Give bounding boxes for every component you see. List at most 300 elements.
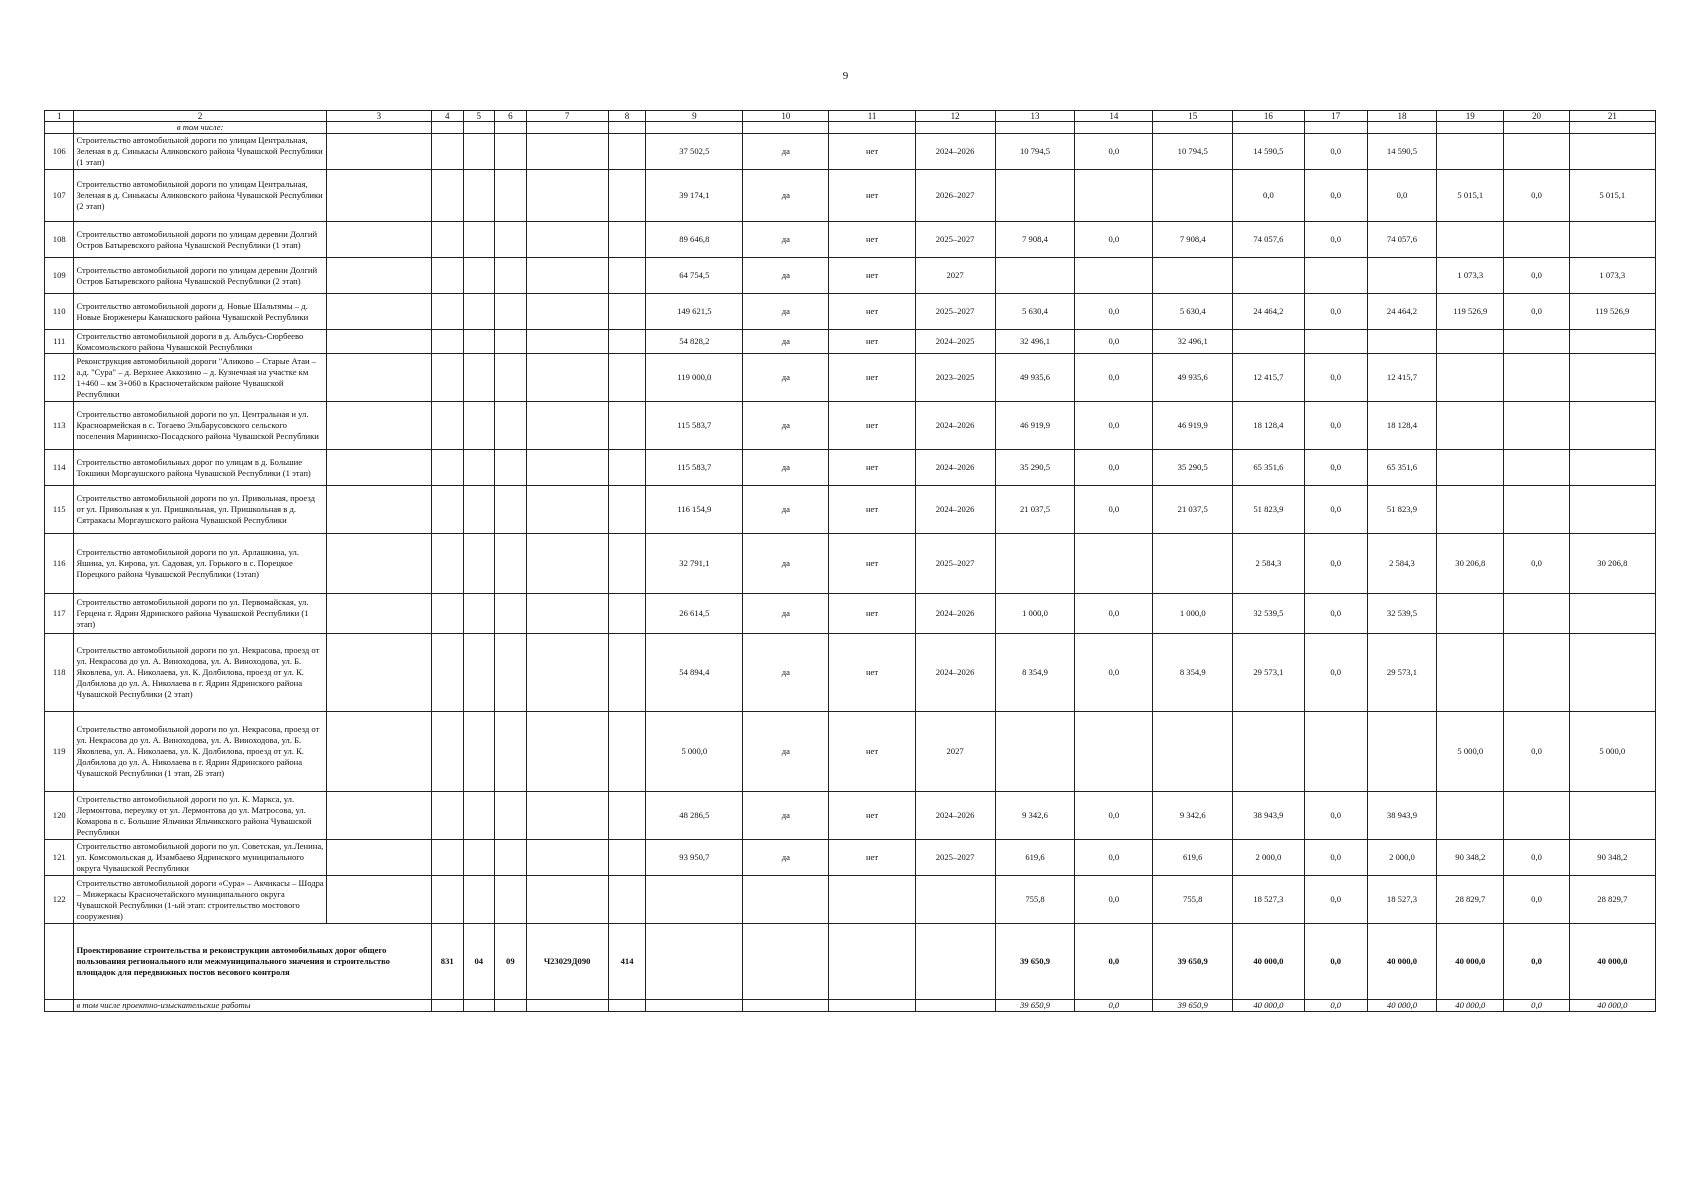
table-cell [431, 450, 463, 486]
table-cell [829, 924, 915, 1000]
table-cell: 18 128,4 [1367, 402, 1436, 450]
table-cell [1437, 594, 1504, 634]
table-cell: 49 935,6 [995, 354, 1075, 402]
table-cell: 0,0 [1504, 534, 1569, 594]
table-cell: 2024–2026 [915, 792, 995, 840]
table-cell: 24 464,2 [1367, 294, 1436, 330]
table-row [45, 534, 1656, 594]
table-cell: Реконструкция автомобильной дороги "Аликово – Старые Атаи – а.д. "Сура" – д. Верхнее Аккозино – д. Кузнечная на участке км 1+460 – км 3+060 в Красночетайском районе Чувашской Республики [74, 354, 326, 402]
table-cell [1075, 122, 1153, 134]
table-cell [1569, 486, 1655, 534]
table-cell [495, 534, 527, 594]
table-cell: 119 [45, 712, 74, 792]
table-cell: Строительство автомобильной дороги по ул. Арлашкина, ул. Яшина, ул. Кирова, ул. Садовая, ул. Горького в с. Порецкое Порецкого района Чувашской Республики (1этап) [74, 534, 326, 594]
table-cell [1153, 170, 1233, 222]
table-cell [431, 122, 463, 134]
table-cell: 2 584,3 [1233, 534, 1305, 594]
table-cell: Строительство автомобильной дороги по ул. Некрасова, проезд от ул. Некрасова до ул. А. Виноходова, ул. А. Виноходова, ул. Б. Яковлева, ул. А. Николаева, ул. К. Долбилова, проезд от ул. К. Долбилова до ул. А. Николаева в г. Ядрин Ядринского района Чувашской Республики (1 этап, 2Б этап) [74, 712, 326, 792]
table-cell: 2024–2026 [915, 486, 995, 534]
table-cell [326, 294, 431, 330]
table-cell [431, 840, 463, 876]
table-cell: 2025–2027 [915, 294, 995, 330]
table-cell [608, 594, 646, 634]
table-cell: 5 000,0 [1437, 712, 1504, 792]
table-cell [1569, 792, 1655, 840]
table-cell [1437, 222, 1504, 258]
table-cell: 21 037,5 [1153, 486, 1233, 534]
table-cell: 0,0 [1075, 294, 1153, 330]
table-cell [431, 634, 463, 712]
table-cell [463, 840, 495, 876]
table-cell [326, 840, 431, 876]
table-cell [608, 294, 646, 330]
table-cell: да [743, 402, 829, 450]
table-cell: Строительство автомобильной дороги по улицам деревни Долгий Остров Батыревского района Чувашской Республики (1 этап) [74, 222, 326, 258]
table-cell [1304, 712, 1367, 792]
table-cell [45, 122, 74, 134]
table-row [45, 294, 1656, 330]
table-cell: 120 [45, 792, 74, 840]
table-cell [326, 134, 431, 170]
table-cell [431, 330, 463, 354]
table-cell [431, 594, 463, 634]
table-cell: нет [829, 134, 915, 170]
table-cell: 7 908,4 [995, 222, 1075, 258]
table-cell [608, 1000, 646, 1012]
table-cell: 0,0 [1075, 450, 1153, 486]
table-cell [608, 222, 646, 258]
table-cell [526, 534, 608, 594]
table-cell [526, 486, 608, 534]
table-cell: 90 348,2 [1437, 840, 1504, 876]
table-cell: 21 037,5 [995, 486, 1075, 534]
table-cell [526, 1000, 608, 1012]
table-cell [1437, 792, 1504, 840]
table-cell: 12 415,7 [1367, 354, 1436, 402]
table-cell [431, 258, 463, 294]
table-cell [995, 258, 1075, 294]
table-cell [1569, 222, 1655, 258]
table-cell [463, 450, 495, 486]
table-cell: 10 794,5 [1153, 134, 1233, 170]
table-cell [1569, 594, 1655, 634]
table-cell: 14 590,5 [1367, 134, 1436, 170]
table-cell [326, 486, 431, 534]
table-cell [608, 840, 646, 876]
table-cell [1437, 134, 1504, 170]
table-cell [495, 840, 527, 876]
table-cell: нет [829, 330, 915, 354]
page-number: 9 [842, 70, 849, 82]
table-cell: 93 950,7 [646, 840, 743, 876]
table-cell [1437, 354, 1504, 402]
table-cell: 755,8 [995, 876, 1075, 924]
table-cell: 39 650,9 [1153, 1000, 1233, 1012]
table-cell: 46 919,9 [995, 402, 1075, 450]
table-cell: 0,0 [1504, 170, 1569, 222]
table-cell: 40 000,0 [1569, 924, 1655, 1000]
table-cell [1504, 134, 1569, 170]
table-cell: 18 [1367, 111, 1436, 122]
table-cell: 21 [1569, 111, 1655, 122]
table-cell [608, 534, 646, 594]
table-cell: Строительство автомобильной дороги по ул. Советская, ул.Ленина, ул. Комсомольская д. Изамбаево Ядринского муниципального округа Чувашской Республики [74, 840, 326, 876]
table-cell [526, 402, 608, 450]
table-cell: 0,0 [1304, 170, 1367, 222]
table-cell [995, 712, 1075, 792]
table-cell: 116 154,9 [646, 486, 743, 534]
table-cell [1569, 354, 1655, 402]
table-cell [526, 222, 608, 258]
table-cell [431, 792, 463, 840]
table-cell [495, 450, 527, 486]
table-cell [646, 122, 743, 134]
table-cell [526, 840, 608, 876]
table-cell [1233, 122, 1305, 134]
table-cell: Проектирование строительства и реконструкции автомобильных дорог общего пользования регионального или межмуниципального значения и строительство площадок для передвижных постов весового контроля [74, 924, 432, 1000]
table-cell [1437, 634, 1504, 712]
table-cell: 04 [463, 924, 495, 1000]
table-cell: 32 539,5 [1233, 594, 1305, 634]
table-cell: нет [829, 840, 915, 876]
table-cell: 40 000,0 [1233, 924, 1305, 1000]
table-cell: 90 348,2 [1569, 840, 1655, 876]
table-cell: 0,0 [1075, 222, 1153, 258]
table-cell [326, 594, 431, 634]
table-row [45, 486, 1656, 534]
table-row [45, 354, 1656, 402]
table-cell: 12 [915, 111, 995, 122]
table-cell [326, 170, 431, 222]
table-cell [463, 294, 495, 330]
table-cell: 7 908,4 [1153, 222, 1233, 258]
table-cell: нет [829, 258, 915, 294]
table-cell [495, 170, 527, 222]
table-cell: 0,0 [1075, 354, 1153, 402]
table-cell [1569, 122, 1655, 134]
table-cell: да [743, 594, 829, 634]
table-cell: 0,0 [1304, 486, 1367, 534]
table-cell: 18 527,3 [1233, 876, 1305, 924]
table-cell: нет [829, 294, 915, 330]
table-cell: 122 [45, 876, 74, 924]
table-cell: 0,0 [1367, 170, 1436, 222]
table-cell [526, 594, 608, 634]
table-cell: 40 000,0 [1437, 924, 1504, 1000]
table-cell: 13 [995, 111, 1075, 122]
table-row [45, 634, 1656, 712]
table-cell [431, 402, 463, 450]
table-cell [646, 924, 743, 1000]
table-cell: нет [829, 402, 915, 450]
table-cell: 0,0 [1075, 840, 1153, 876]
table-cell [326, 876, 431, 924]
table-cell: 0,0 [1075, 924, 1153, 1000]
table-cell: 2025–2027 [915, 534, 995, 594]
table-cell: 5 015,1 [1569, 170, 1655, 222]
table-cell: 0,0 [1504, 1000, 1569, 1012]
table-cell [526, 294, 608, 330]
table-cell: 0,0 [1075, 792, 1153, 840]
table-cell: 1 [45, 111, 74, 122]
table-cell: нет [829, 486, 915, 534]
table-cell [463, 712, 495, 792]
table-cell [326, 122, 431, 134]
table-cell: 414 [608, 924, 646, 1000]
table-cell: 54 828,2 [646, 330, 743, 354]
table-cell [526, 634, 608, 712]
table-cell [326, 222, 431, 258]
table-cell [1504, 594, 1569, 634]
table-cell [1437, 122, 1504, 134]
table-cell: 0,0 [1304, 402, 1367, 450]
table-cell: Строительство автомобильной дороги «Сура» – Акчикасы – Шодра – Мижеркасы Красночетайского муниципального округа Чувашской Республики (1-ый этап: строительство мостового сооружения) [74, 876, 326, 924]
table-cell [463, 594, 495, 634]
table-cell [495, 594, 527, 634]
table-row [45, 170, 1656, 222]
table-cell [431, 712, 463, 792]
table-cell: 28 829,7 [1437, 876, 1504, 924]
table-cell: нет [829, 450, 915, 486]
table-cell: 17 [1304, 111, 1367, 122]
table-cell [1569, 634, 1655, 712]
table-cell: Строительство автомобильных дорог по улицам в д. Большие Токшики Моргаушского района Чувашской Республики (1 этап) [74, 450, 326, 486]
table-cell [1153, 534, 1233, 594]
table-cell [915, 924, 995, 1000]
table-row [45, 712, 1656, 792]
table-cell: 121 [45, 840, 74, 876]
table-cell: 40 000,0 [1233, 1000, 1305, 1012]
table-cell [1367, 122, 1436, 134]
table-cell [431, 486, 463, 534]
table-cell: 32 496,1 [1153, 330, 1233, 354]
table-cell: 111 [45, 330, 74, 354]
table-cell: 619,6 [995, 840, 1075, 876]
table-cell: 118 [45, 634, 74, 712]
table-cell: да [743, 170, 829, 222]
table-cell [608, 330, 646, 354]
table-cell: 3 [326, 111, 431, 122]
table-cell: 149 621,5 [646, 294, 743, 330]
table-cell: 0,0 [1233, 170, 1305, 222]
table-cell [526, 258, 608, 294]
table-cell [1504, 634, 1569, 712]
table-cell [1504, 222, 1569, 258]
table-cell: 10 794,5 [995, 134, 1075, 170]
table-cell [829, 876, 915, 924]
table-cell: 6 [495, 111, 527, 122]
table-cell [463, 258, 495, 294]
table-cell [1153, 712, 1233, 792]
table-cell [431, 222, 463, 258]
table-row [45, 792, 1656, 840]
table-cell [526, 134, 608, 170]
table-cell: 0,0 [1504, 294, 1569, 330]
table-cell: 115 [45, 486, 74, 534]
table-row [45, 330, 1656, 354]
table-cell [1569, 134, 1655, 170]
table-cell [608, 258, 646, 294]
table-cell [495, 712, 527, 792]
table-cell: 2 000,0 [1233, 840, 1305, 876]
table-cell: 5 000,0 [646, 712, 743, 792]
table-cell: 4 [431, 111, 463, 122]
table-cell: нет [829, 634, 915, 712]
table-cell: да [743, 792, 829, 840]
table-cell: 831 [431, 924, 463, 1000]
table-cell [608, 486, 646, 534]
table-cell [1569, 402, 1655, 450]
table-cell: 112 [45, 354, 74, 402]
table-cell: 114 [45, 450, 74, 486]
table-cell [743, 1000, 829, 1012]
table-cell: Строительство автомобильной дороги по ул. Первомайская, ул. Герцена г. Ядрин Ядринского района Чувашской Республики (1 этап) [74, 594, 326, 634]
table-cell [915, 122, 995, 134]
table-cell: нет [829, 222, 915, 258]
table-cell [463, 634, 495, 712]
table-cell: 38 943,9 [1233, 792, 1305, 840]
table-cell: 32 539,5 [1367, 594, 1436, 634]
table-cell: 0,0 [1304, 294, 1367, 330]
table-cell: 2026–2027 [915, 170, 995, 222]
table-cell: да [743, 354, 829, 402]
table-cell: 64 754,5 [646, 258, 743, 294]
table-cell: 0,0 [1075, 402, 1153, 450]
table-cell [743, 876, 829, 924]
table-cell: 30 206,8 [1569, 534, 1655, 594]
table-cell: 2025–2027 [915, 222, 995, 258]
table-cell [431, 294, 463, 330]
table-cell [326, 712, 431, 792]
table-cell: 113 [45, 402, 74, 450]
table-cell: 9 342,6 [1153, 792, 1233, 840]
table-cell [463, 534, 495, 594]
table-cell: 0,0 [1075, 634, 1153, 712]
table-cell [326, 258, 431, 294]
table-cell [608, 134, 646, 170]
table-cell: 39 650,9 [995, 1000, 1075, 1012]
table-cell: нет [829, 712, 915, 792]
table-cell: Строительство автомобильной дороги по улицам деревни Долгий Остров Батыревского района Чувашской Республики (2 этап) [74, 258, 326, 294]
table-cell: 119 526,9 [1437, 294, 1504, 330]
table-cell: Строительство автомобильной дороги по ул. Привольная, проезд от ул. Привольная к ул. Пришкольная, ул. Пришкольная в д. Сятракасы Моргаушского района Чувашской Республики [74, 486, 326, 534]
table-cell: 15 [1153, 111, 1233, 122]
table-cell: 0,0 [1504, 258, 1569, 294]
table-cell: 0,0 [1304, 634, 1367, 712]
table-cell [1075, 258, 1153, 294]
table-cell: 1 000,0 [1153, 594, 1233, 634]
table-cell [608, 712, 646, 792]
table-cell [1569, 330, 1655, 354]
table-cell: 40 000,0 [1437, 1000, 1504, 1012]
table-cell [495, 222, 527, 258]
table-cell [463, 330, 495, 354]
table-cell: Строительство автомобильной дороги в д. Альбусь-Сюрбеево Комсомольского района Чувашской Республики [74, 330, 326, 354]
table-cell: нет [829, 792, 915, 840]
table-cell: 5 000,0 [1569, 712, 1655, 792]
table-cell [463, 876, 495, 924]
table-cell: 115 583,7 [646, 402, 743, 450]
table-cell: 37 502,5 [646, 134, 743, 170]
table-cell: 0,0 [1504, 840, 1569, 876]
table-cell: 119 526,9 [1569, 294, 1655, 330]
table-cell [526, 792, 608, 840]
table-cell [743, 924, 829, 1000]
table-cell: 11 [829, 111, 915, 122]
table-cell: 40 000,0 [1367, 924, 1436, 1000]
table-row [45, 450, 1656, 486]
table-cell: 117 [45, 594, 74, 634]
table-cell [326, 534, 431, 594]
table-cell [45, 1000, 74, 1012]
table-cell: 89 646,8 [646, 222, 743, 258]
table-cell: 0,0 [1304, 1000, 1367, 1012]
table-cell [829, 1000, 915, 1012]
table-cell [45, 924, 74, 1000]
table-cell: да [743, 534, 829, 594]
table-cell [463, 486, 495, 534]
table-cell [1504, 330, 1569, 354]
summary-row [45, 924, 1656, 1000]
table-cell [463, 122, 495, 134]
table-cell [1569, 450, 1655, 486]
table-cell: 24 464,2 [1233, 294, 1305, 330]
table-cell: 9 342,6 [995, 792, 1075, 840]
table-cell: 0,0 [1304, 924, 1367, 1000]
table-cell: 12 415,7 [1233, 354, 1305, 402]
table-cell [915, 876, 995, 924]
table-cell [1233, 712, 1305, 792]
table-cell [608, 170, 646, 222]
table-cell [431, 134, 463, 170]
table-cell: 619,6 [1153, 840, 1233, 876]
table-cell: да [743, 486, 829, 534]
table-cell: 29 573,1 [1367, 634, 1436, 712]
table-cell: 35 290,5 [995, 450, 1075, 486]
table-cell [495, 122, 527, 134]
table-cell: 2 000,0 [1367, 840, 1436, 876]
table-cell [495, 634, 527, 712]
table-cell: 2024–2026 [915, 634, 995, 712]
subtotal-row [45, 1000, 1656, 1012]
table-cell [1233, 258, 1305, 294]
table-cell [326, 402, 431, 450]
table-cell: 109 [45, 258, 74, 294]
table-cell [495, 354, 527, 402]
table-cell [608, 354, 646, 402]
table-cell: 48 286,5 [646, 792, 743, 840]
table-row [45, 876, 1656, 924]
table-cell: 107 [45, 170, 74, 222]
table-cell: нет [829, 594, 915, 634]
table-cell: 0,0 [1075, 594, 1153, 634]
table-cell: Строительство автомобильной дороги по ул. Некрасова, проезд от ул. Некрасова до ул. А. Виноходова, ул. А. Виноходова, ул. Б. Яковлева, ул. А. Николаева, ул. К. Долбилова, проезд от ул. К. Долбилова до ул. А. Николаева в г. Ядрин Ядринского района Чувашской Республики (2 этап) [74, 634, 326, 712]
table-cell: да [743, 450, 829, 486]
table-cell: 19 [1437, 111, 1504, 122]
table-cell: 0,0 [1304, 354, 1367, 402]
table-cell: 0,0 [1504, 712, 1569, 792]
table-cell [608, 876, 646, 924]
table-cell: 51 823,9 [1233, 486, 1305, 534]
table-cell: 9 [646, 111, 743, 122]
table-cell [495, 294, 527, 330]
table-cell [495, 792, 527, 840]
table-cell: Строительство автомобильной дороги д. Новые Шальтямы – д. Новые Бюрженеры Канашского района Чувашской Республики [74, 294, 326, 330]
table-cell [1153, 258, 1233, 294]
table-cell [431, 1000, 463, 1012]
table-cell [463, 402, 495, 450]
table-cell: да [743, 222, 829, 258]
